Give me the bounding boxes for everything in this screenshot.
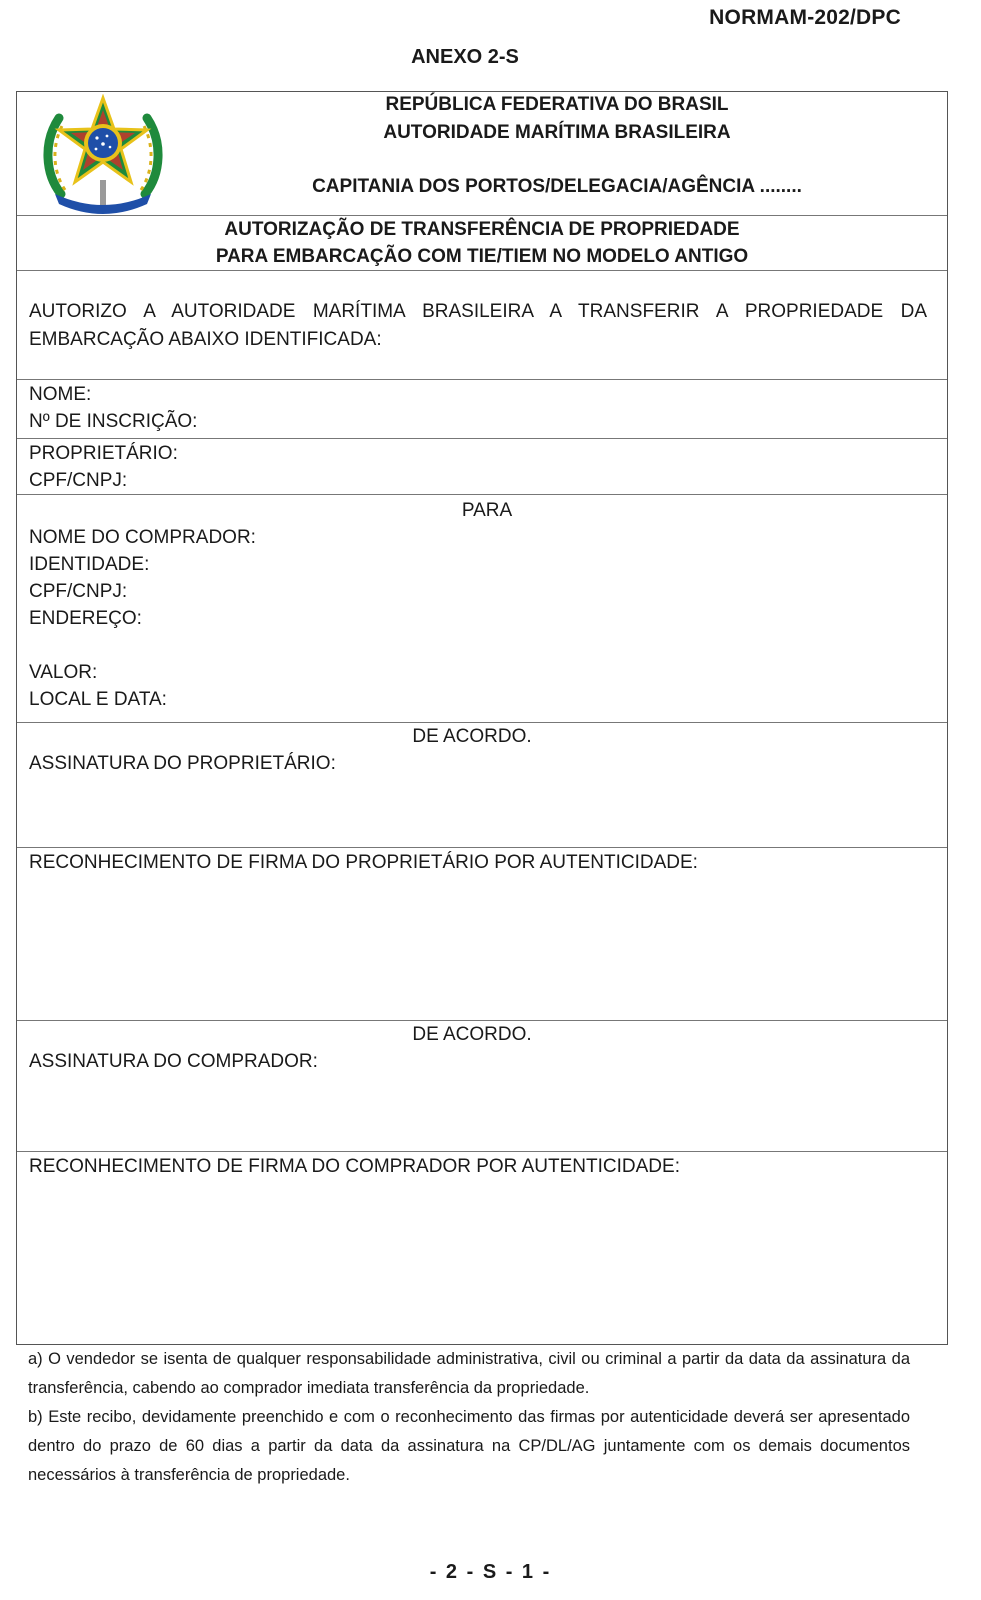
place-date-label: LOCAL E DATA: xyxy=(29,689,167,710)
form-title-line-2: PARA EMBARCAÇÃO COM TIE/TIEM NO MODELO ANTIGO xyxy=(215,246,749,267)
document-code: NORMAM-202/DPC xyxy=(709,6,901,29)
buyer-name-label: NOME DO COMPRADOR: xyxy=(29,527,256,548)
buyer-identity-label: IDENTIDADE: xyxy=(29,554,150,575)
owner-signature-label: ASSINATURA DO PROPRIETÁRIO: xyxy=(29,753,336,774)
owner-cpf-label: CPF/CNPJ: xyxy=(29,470,128,491)
buyer-notary-label: RECONHECIMENTO DE FIRMA DO COMPRADOR POR AUTENTICIDADE: xyxy=(29,1156,680,1177)
buyer-value-label: VALOR: xyxy=(29,662,98,683)
note-b: b) Este recibo, devidamente preenchido e com o reconhecimento das firmas por autenticidade deverá ser apresentado dentro do prazo de 60 dias a partir da data da assinatura na CP/DL/AG juntamente com os demais documentos necessários à transferência de propriedade. xyxy=(28,1408,910,1484)
form-title-line-1: AUTORIZAÇÃO DE TRANSFERÊNCIA DE PROPRIEDADE xyxy=(224,219,740,240)
buyer-address-label: ENDEREÇO: xyxy=(29,608,142,629)
coat-of-arms-icon xyxy=(39,94,167,218)
header-authority: AUTORIDADE MARÍTIMA BRASILEIRA xyxy=(383,122,731,143)
para-label: PARA xyxy=(461,500,513,521)
page-number: - 2 - S - 1 - xyxy=(429,1561,552,1583)
owner-agreement-label: DE ACORDO. xyxy=(412,726,532,747)
owner-notary-label: RECONHECIMENTO DE FIRMA DO PROPRIETÁRIO POR AUTENTICIDADE: xyxy=(29,852,698,873)
note-a: a) O vendedor se isenta de qualquer responsabilidade administrativa, civil ou criminal a partir da data da assinatura da transferência, cabendo ao comprador imediata transferência da propriedade. xyxy=(28,1350,910,1397)
buyer-agreement-label: DE ACORDO. xyxy=(412,1024,532,1045)
form-header xyxy=(17,92,947,220)
header-republic: REPÚBLICA FEDERATIVA DO BRASIL xyxy=(385,94,729,115)
header-captaincy: CAPITANIA DOS PORTOS/DELEGACIA/AGÊNCIA ........ xyxy=(312,176,802,197)
buyer-signature-label: ASSINATURA DO COMPRADOR: xyxy=(29,1051,318,1072)
buyer-cpf-label: CPF/CNPJ: xyxy=(29,581,128,602)
vessel-registration-label: Nº DE INSCRIÇÃO: xyxy=(29,411,198,432)
authorization-statement: AUTORIZO A AUTORIDADE MARÍTIMA BRASILEIRA A TRANSFERIR A PROPRIEDADE DA EMBARCAÇÃO ABAIXO IDENTIFICADA: xyxy=(29,301,927,350)
notes-section xyxy=(28,1345,910,1490)
annex-title: ANEXO 2-S xyxy=(411,46,519,68)
owner-label: PROPRIETÁRIO: xyxy=(29,443,178,464)
transfer-form xyxy=(16,91,948,1345)
vessel-name-label: NOME: xyxy=(29,384,92,405)
